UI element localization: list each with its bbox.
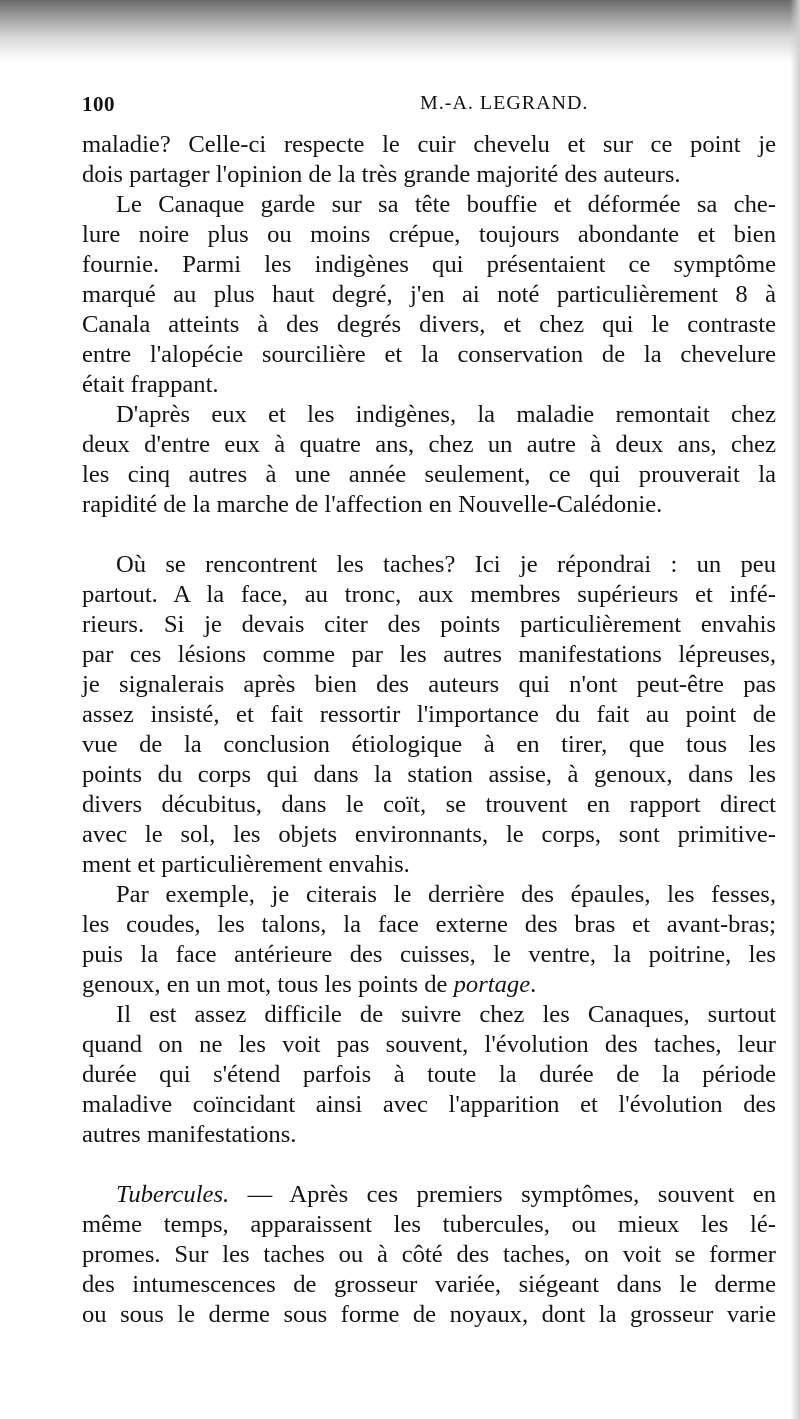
text-line: autres manifestations. [82,1121,297,1148]
italic-term: portage [453,971,531,998]
text-line: je signalerais après bien des auteurs qui n'ont peut-être pas [82,671,776,698]
text-line: divers décubitus, dans le coït, se trouvent en rapport direct [82,791,776,818]
text-line: était frappant. [82,371,219,398]
text-line: par ces lésions comme par les autres manifestations lépreuses, [82,641,776,668]
paragraph-gap [82,1150,776,1180]
page-number: 100 [82,92,115,116]
text-line: ou sous le derme sous forme de noyaux, dont la grosseur varie [82,1301,776,1328]
text-line: marqué au plus haut degré, j'en ai noté particulièrement 8 à [82,281,776,308]
text-line: Il est assez difficile de suivre chez les Canaques, surtout [116,1001,776,1028]
text-line [82,970,776,1000]
body-text [82,130,776,1330]
text-line: promes. Sur les taches ou à côté des taches, on voit se former [82,1241,776,1268]
text-line: Par exemple, je citerais le derrière des épaules, les fesses, [116,881,776,908]
text-line: dois partager l'opinion de la très grande majorité des auteurs. [82,161,681,188]
running-head: M.-A. LEGRAND. [420,92,589,114]
text-line: fournie. Parmi les indigènes qui présentaient ce symptôme [82,251,776,278]
text-line: deux d'entre eux à quatre ans, chez un autre à deux ans, chez [82,431,776,458]
text-line: D'après eux et les indigènes, la maladie remontait chez [116,401,776,428]
text-line: ment et particulièrement envahis. [82,851,410,878]
text-line: les cinq autres à une année seulement, ce qui prouverait la [82,461,776,488]
text-line: durée qui s'étend parfois à toute la durée de la période [82,1061,776,1088]
text-segment: genoux, en un mot, tous les points de [82,971,454,998]
scan-shadow [0,0,800,62]
text-line: Où se rencontrent les taches? Ici je répondrai : un peu [116,551,776,578]
paragraph-gap [82,520,776,550]
text-line: entre l'alopécie sourcilière et la conservation de la chevelure [82,341,776,368]
text-line: même temps, apparaissent les tubercules, ou mieux les lé- [82,1211,776,1238]
text-line: puis la face antérieure des cuisses, le ventre, la poitrine, les [82,941,776,968]
text-line: avec le sol, les objets environnants, le corps, sont primitive- [82,821,776,848]
page-header [82,92,782,122]
text-line: les coudes, les talons, la face externe des bras et avant-bras; [82,911,776,938]
text-line: Canala atteints à des degrés divers, et chez qui le contraste [82,311,776,338]
page-edge [790,0,800,1419]
text-line: Le Canaque garde sur sa tête bouffie et déformée sa che- [116,191,776,218]
text-line: vue de la conclusion étiologique à en tirer, que tous les [82,731,776,758]
text-line: maladive coïncidant ainsi avec l'apparition et l'évolution des [82,1091,776,1118]
text-segment: — Après ces premiers symptômes, souvent en [229,1181,776,1208]
text-line: assez insisté, et fait ressortir l'importance du fait au point de [82,701,776,728]
text-line: partout. A la face, au tronc, aux membres supérieurs et infé- [82,581,776,608]
text-line [82,1180,776,1210]
text-line: maladie? Celle-ci respecte le cuir chevelu et sur ce point je [82,131,776,158]
text-line: rapidité de la marche de l'affection en Nouvelle-Calédonie. [82,491,663,518]
text-line: des intumescences de grosseur variée, siégeant dans le derme [82,1271,776,1298]
text-segment: . [530,971,537,998]
text-line: quand on ne les voit pas souvent, l'évolution des taches, leur [82,1031,776,1058]
text-line: lure noire plus ou moins crépue, toujours abondante et bien [82,221,776,248]
text-line: rieurs. Si je devais citer des points particulièrement envahis [82,611,776,638]
section-heading: Tubercules. [116,1181,230,1208]
text-line: points du corps qui dans la station assise, à genoux, dans les [82,761,776,788]
